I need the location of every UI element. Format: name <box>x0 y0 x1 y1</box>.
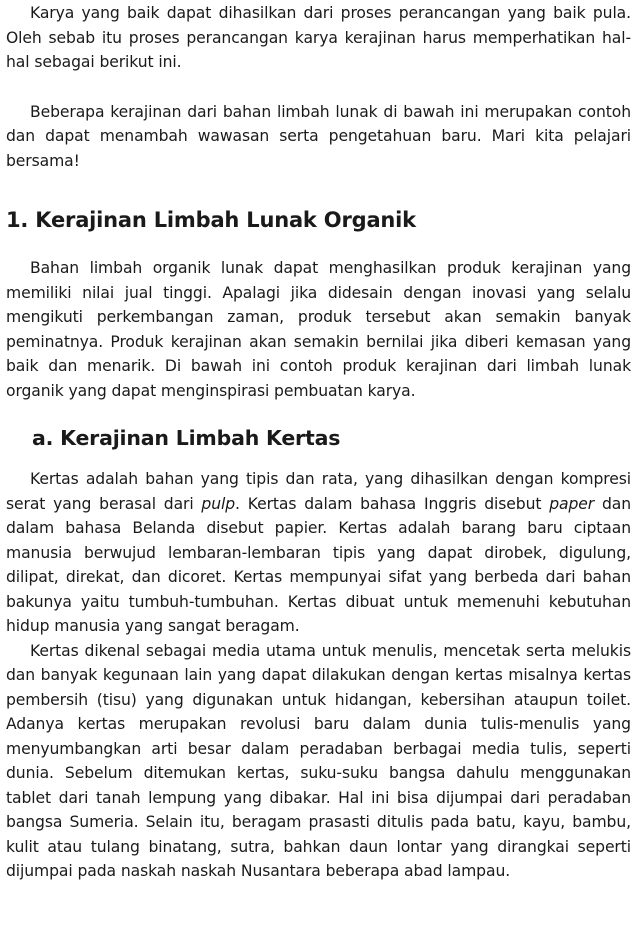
subsection-heading-paper-waste: a. Kerajinan Limbah Kertas <box>32 426 341 450</box>
section-paragraph-organic-waste: Bahan limbah organik lunak dapat menghasilkan produk kerajinan yang memiliki nilai jual tinggi. Apalagi jika didesain dengan inovasi yang selalu mengikuti perkembangan zaman, produk tersebut akan semakin banyak peminatnya. Produk kerajinan akan semakin bernilai jika diberi kemasan yang baik dan menarik. Di bawah ini contoh produk kerajinan dari limbah lunak organik yang dapat menginspirasi pembuatan karya. <box>6 259 631 400</box>
intro-paragraph-2: Beberapa kerajinan dari bahan limbah lunak di bawah ini merupakan contoh dan dapat menambah wawasan serta pengetahuan baru. Mari kita pelajari bersama! <box>6 102 631 170</box>
term-pulp: pulp <box>201 494 236 513</box>
paper-paragraph-1 <box>6 467 631 639</box>
paper-paragraph-1-text-a: Kertas adalah bahan yang tipis dan rata, yang dihasilkan dengan kompresi serat yang berasal dari <box>6 470 631 513</box>
term-paper: paper <box>549 494 595 513</box>
intro-paragraph-1: Karya yang baik dapat dihasilkan dari proses perancangan yang baik pula. Oleh sebab itu proses perancangan karya kerajinan harus memperhatikan hal-hal sebagai berikut ini. <box>6 4 631 71</box>
paper-paragraph-1-text-c: dan dalam bahasa Belanda disebut papier. Kertas adalah barang baru ciptaan manusia berwujud lembaran-lembaran tipis yang dapat dirobek, digulung, dilipat, direkat, dan dicoret. Kertas mempunyai sifat yang berbeda dari bahan bakunya yaitu tumbuh-tumbuhan. Kertas dibuat untuk memenuhi kebutuhan hidup manusia yang sangat beragam. <box>6 494 631 635</box>
paper-paragraph-1-text-b: . Kertas dalam bahasa Inggris disebut <box>235 494 550 513</box>
section-heading-organic-waste: 1. Kerajinan Limbah Lunak Organik <box>6 208 416 232</box>
paper-paragraph-2: Kertas dikenal sebagai media utama untuk menulis, mencetak serta melukis dan banyak kegunaan lain yang dapat dilakukan dengan kertas misalnya kertas pembersih (tisu) yang digunakan untuk hidangan, kebersihan ataupun toilet. Adanya kertas merupakan revolusi baru dalam dunia tulis-menulis yang menyumbangkan arti besar dalam peradaban berbagai media tulis, seperti dunia. Sebelum ditemukan kertas, suku-suku bangsa dahulu menggunakan tablet dari tanah lempung yang dibakar. Hal ini bisa dijumpai dari peradaban bangsa Sumeria. Selain itu, beragam prasasti ditulis pada batu, kayu, bambu, kulit atau tulang binatang, sutra, bahkan daun lontar yang dirangkai seperti dijumpai pada naskah naskah Nusantara beberapa abad lampau. <box>6 641 631 880</box>
